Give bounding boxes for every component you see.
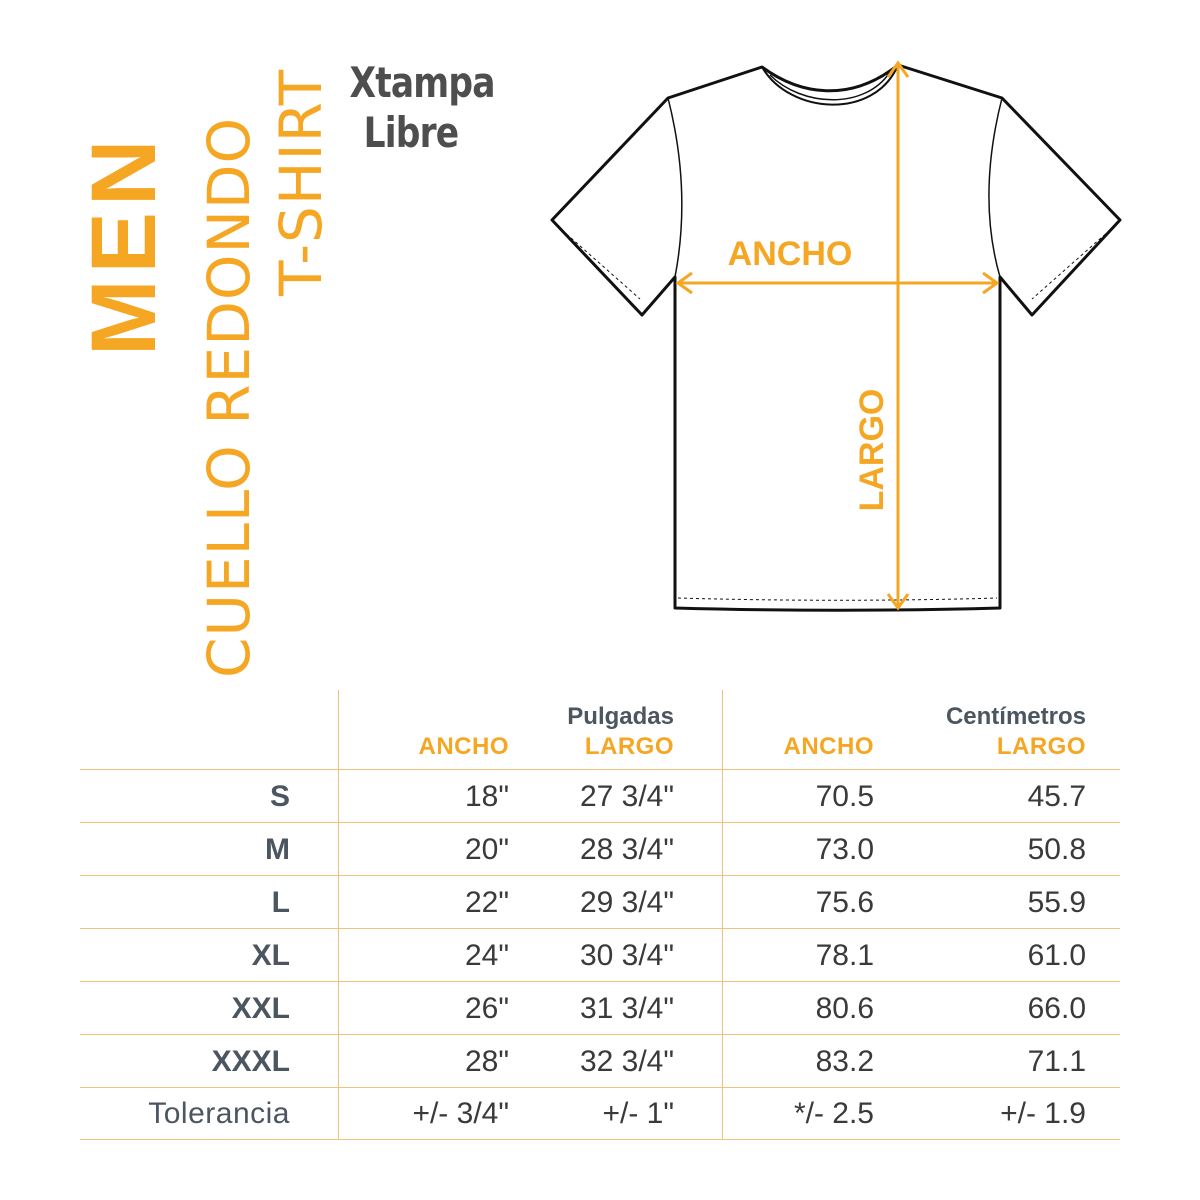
column-divider — [338, 690, 339, 1140]
cm-ancho-value: 83.2 — [815, 1045, 874, 1078]
cm-largo-value: 66.0 — [1027, 992, 1086, 1025]
header-in-largo: LARGO — [584, 733, 674, 760]
cm-largo-value: 50.8 — [1027, 833, 1086, 866]
header-centimetros: Centímetros — [945, 703, 1086, 730]
tshirt-diagram — [540, 55, 1140, 625]
size-label: M — [265, 833, 290, 866]
in-ancho-value: 26" — [464, 992, 509, 1025]
in-largo-value: 30 3/4" — [579, 939, 674, 972]
cm-ancho-value: 73.0 — [815, 833, 874, 866]
ancho-label: ANCHO — [727, 235, 853, 273]
in-ancho-value: 28" — [464, 1045, 509, 1078]
header-cm-largo: LARGO — [996, 733, 1086, 760]
row-divider — [80, 981, 1120, 982]
row-divider — [80, 875, 1120, 876]
in-largo-value: 28 3/4" — [579, 833, 674, 866]
size-label: XXL — [231, 992, 290, 1025]
cm-ancho-value: 75.6 — [815, 886, 874, 919]
header-cm-ancho: ANCHO — [783, 733, 874, 760]
size-label: L — [271, 886, 290, 919]
cm-ancho-value: 80.6 — [815, 992, 874, 1025]
cm-ancho-value: 78.1 — [815, 939, 874, 972]
size-label: S — [269, 780, 290, 813]
header-pulgadas: Pulgadas — [567, 703, 674, 730]
in-largo-value: 27 3/4" — [579, 780, 674, 813]
logo-line-xtampa: Xtampa — [349, 58, 495, 107]
cm-largo-value: 55.9 — [1027, 886, 1086, 919]
in-ancho-value: 20" — [464, 833, 509, 866]
cm-largo-value: 45.7 — [1027, 780, 1086, 813]
logo-line-libre: Libre — [363, 108, 459, 157]
in-largo-value: 29 3/4" — [579, 886, 674, 919]
tolerance-in-ancho: +/- 3/4" — [412, 1097, 509, 1130]
brand-logo — [336, 58, 495, 175]
size-table — [80, 690, 1120, 1140]
tolerance-label: Tolerancia — [148, 1097, 290, 1130]
row-divider — [80, 822, 1120, 823]
header-in-ancho: ANCHO — [418, 733, 509, 760]
size-label: XL — [251, 939, 290, 972]
size-label: XXXL — [211, 1045, 290, 1078]
cm-ancho-value: 70.5 — [815, 780, 874, 813]
row-divider — [80, 1034, 1120, 1035]
row-divider — [80, 928, 1120, 929]
column-divider — [722, 690, 723, 1140]
tolerance-cm-ancho: */- 2.5 — [793, 1097, 874, 1130]
in-largo-value: 31 3/4" — [579, 992, 674, 1025]
row-divider — [80, 769, 1120, 770]
cm-largo-value: 61.0 — [1027, 939, 1086, 972]
in-ancho-value: 18" — [464, 780, 509, 813]
row-divider — [80, 1087, 1120, 1088]
title-men: MEN — [73, 133, 175, 356]
cm-largo-value: 71.1 — [1027, 1045, 1086, 1078]
tolerance-in-largo: +/- 1" — [602, 1097, 674, 1130]
in-largo-value: 32 3/4" — [579, 1045, 674, 1078]
tolerance-cm-largo: +/- 1.9 — [1000, 1097, 1086, 1130]
in-ancho-value: 22" — [464, 886, 509, 919]
tshirt-outline — [552, 65, 1120, 610]
in-ancho-value: 24" — [464, 939, 509, 972]
title-cuello-redondo: CUELLO REDONDO — [195, 116, 263, 678]
title-tshirt: T-SHIRT — [267, 68, 335, 296]
row-divider — [80, 1139, 1120, 1140]
largo-label: LARGO — [853, 388, 891, 512]
